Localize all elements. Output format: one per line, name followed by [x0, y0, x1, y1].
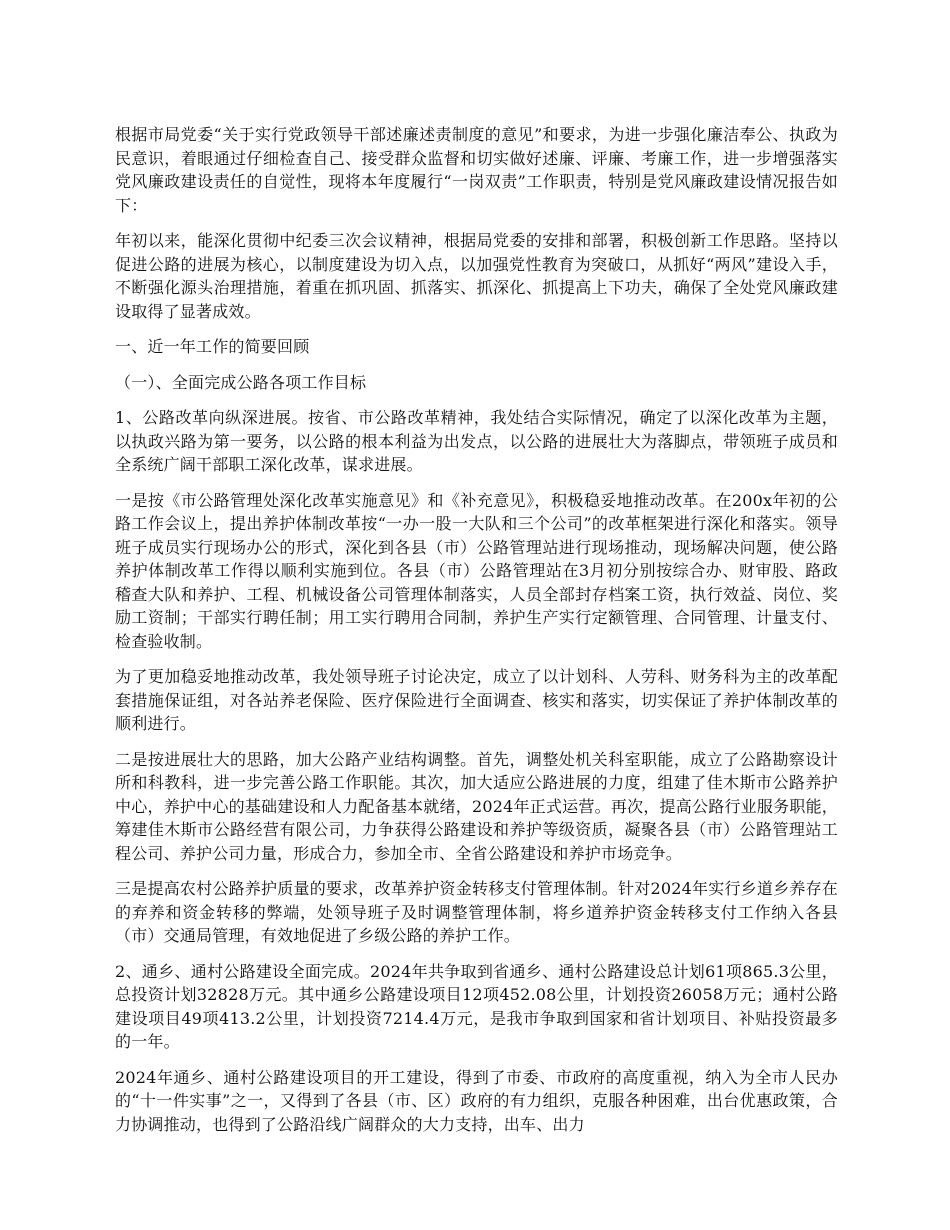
paragraph-point-two: 二是按进展壮大的思路，加大公路产业结构调整。首先，调整处机关科室职能，成立了公路勘察设计所和科教科，进一步完善公路工作职能。其次，加大适应公路进展的力度，组建了佳木斯市公路养护中心，养护中心的基础建设和人力配备基本就绪，2024年正式运营。再次，提高公路行业服务职能，筹建佳木斯市公路经营有限公司，力争获得公路建设和养护等级资质，凝聚各县（市）公路管理站工程公司、养护公司力量，形成合力，参加全市、全省公路建设和养护市场竞争。 — [115, 749, 838, 863]
paragraph-construction-support: 2024年通乡、通村公路建设项目的开工建设，得到了市委、市政府的高度重视，纳入为全市人民办的“十一件实事”之一，又得到了各县（市、区）政府的有力组织，克服各种困难，出台优惠政策，合力协调推动，也得到了公路沿线广阔群众的大力支持，出车、出力 — [115, 1067, 838, 1134]
paragraph-point-three: 三是提高农村公路养护质量的要求，改革养护资金转移支付管理体制。针对2024年实行乡道乡养存在的弃养和资金转移的弊端，处领导班子及时调整管理体制，将乡道养护资金转移支付工作纳入各县（市）交通局管理，有效地促进了乡级公路的养护工作。 — [115, 879, 838, 945]
section-heading: 一、近一年工作的简要回顾 — [115, 337, 310, 356]
subsection-heading: （一）、全面完成公路各项工作目标 — [115, 372, 367, 392]
paragraph-reform: 1、公路改革向纵深进展。按省、市公路改革精神，我处结合实际情况，确定了以深化改革为主题，以执政兴路为第一要务，以公路的根本利益为出发点，以公路的进展壮大为落脚点，带领班子成员和全系统广阔干部职工深化改革，谋求进展。 — [115, 408, 838, 474]
paragraph-road-construction: 2、通乡、通村公路建设全面完成。2024年共争取到省通乡、通村公路建设总计划61项865.3公里，总投资计划32828万元。其中通乡公路建设项目12项452.08公里，计划投资26058万元；通村公路建设项目49项413.2公里，计划投资7214.4万元，是我市争取到国家和省计划项目、补贴投资最多的一年。 — [115, 961, 838, 1051]
paragraph-summary: 年初以来，能深化贯彻中纪委三次会议精神，根据局党委的安排和部署，积极创新工作思路。坚持以促进公路的进展为核心，以制度建设为切入点，以加强党性教育为突破口，从抓好“两风”建设入手，不断强化源头治理措施，着重在抓巩固、抓落实、抓深化、抓提高上下功夫，确保了全处党风廉政建设取得了显著成效。 — [115, 231, 838, 321]
paragraph-point-one: 一是按《市公路管理处深化改革实施意见》和《补充意见》，积极稳妥地推动改革。在200x年初的公路工作会议上，提出养护体制改革按“一办一股一大队和三个公司”的改革框架进行深化和落实。领导班子成员实行现场办公的形式，深化到各县（市）公路管理站进行现场推动，现场解决问题，使公路养护体制改革工作得以顺利实施到位。各县（市）公路管理站在3月初分别按综合办、财审股、路政稽查大队和养护、工程、机械设备公司管理体制落实，人员全部封存档案工资，执行效益、岗位、奖励工资制；干部实行聘任制；用工实行聘用合同制，养护生产实行定额管理、合同管理、计量支付、检查验收制。 — [115, 490, 838, 651]
paragraph-intro: 根据市局党委“关于实行党政领导干部述廉述责制度的意见”和要求，为进一步强化廉洁奉公、执政为民意识，着眼通过仔细检查自己、接受群众监督和切实做好述廉、评廉、考廉工作，进一步增强落实党风廉政建设责任的自觉性，现将本年度履行“一岗双责”工作职责，特别是党风廉政建设情况报告如下： — [115, 125, 838, 215]
paragraph-measures: 为了更加稳妥地推动改革，我处领导班子讨论决定，成立了以计划科、人劳科、财务科为主的改革配套措施保证组，对各站养老保险、医疗保险进行全面调查、核实和落实，切实保证了养护体制改革的顺利进行。 — [115, 667, 838, 733]
